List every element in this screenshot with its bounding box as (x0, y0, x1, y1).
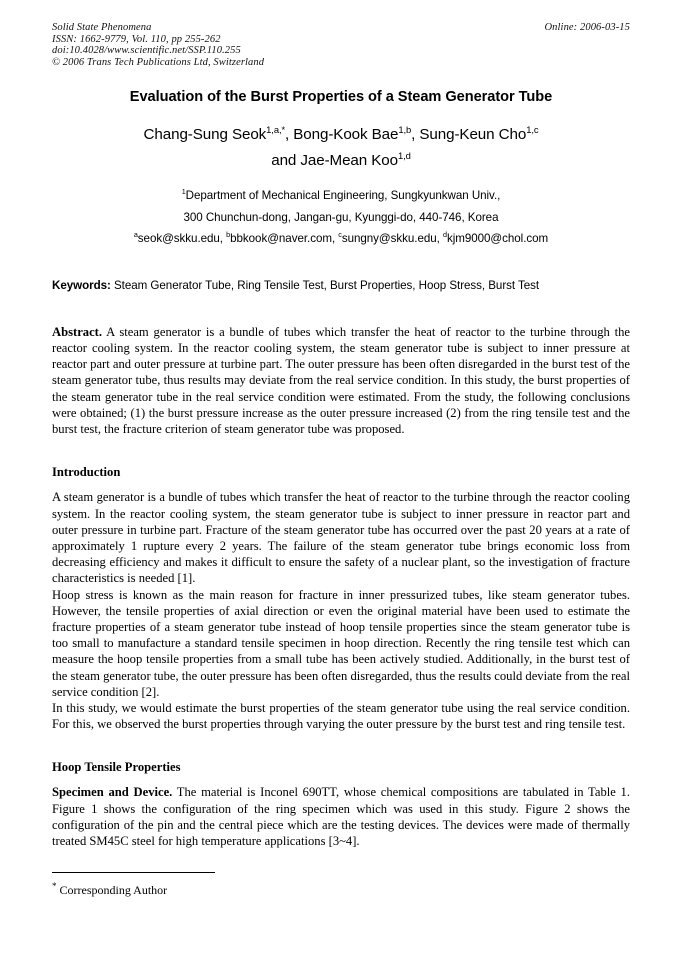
author-name-1: Chang-Sung Seok (143, 126, 267, 144)
email-marker-c: c (338, 230, 342, 240)
section-heading-introduction: Introduction (52, 465, 121, 480)
journal-header-top-row (52, 22, 630, 34)
author-affil-marker-2: 1,b (398, 124, 412, 136)
footnote-label: Corresponding Author (56, 883, 168, 897)
abstract-body: A steam generator is a bundle of tubes which transfer the heat of reactor to the turbine through the reactor cooling system. In the reactor cooling system, the steam generator tube is subject to inner pressure at reactor part and outer pressure at turbine part. The outer pressure has been often disregarded in the burst test of the steam generator tube, thus results may deviate from the real service condition. In this study, the burst properties of the steam generator tube in the real service condition were estimated. From the study, the following conclusions were obtained; (1) the burst pressure increase as the outer pressure increased (2) from the ring tensile test and the burst test, the fracture criterion of steam generator tube was proposed. (52, 324, 630, 437)
journal-header (52, 22, 630, 68)
journal-doi-line: doi:10.4028/www.scientific.net/SSP.110.255 (52, 45, 241, 57)
author-affil-marker-4: 1,d (397, 150, 411, 162)
author-list (52, 122, 630, 174)
journal-online-date: Online: 2006-03-15 (544, 22, 630, 33)
author-name-3: Sung-Keun Cho (419, 126, 527, 144)
email-marker-d: d (443, 230, 447, 240)
author-name-2: Bong-Kook Bae (293, 126, 399, 144)
journal-copyright-line: © 2006 Trans Tech Publications Ltd, Switzerland (52, 56, 265, 68)
footnote-divider (52, 872, 215, 873)
email-d: kjm9000@chol.com (446, 232, 549, 246)
specimen-and-device-body: The material is Inconel 690TT, whose chemical compositions are tabulated in Table 1. Figure 1 shows the configuration of the ring specimen which was used in this study. Figure 2 shows the configuration of the pin and the central piece which are the testing devices. The devices were made of thermally treated SM45C steel for high temperature applications [3~4]. (52, 785, 630, 848)
footnote-marker: * (52, 881, 57, 891)
author-line-2 (52, 148, 630, 174)
footnote-block (52, 872, 630, 897)
affiliation-marker-1: 1 (181, 187, 186, 197)
keywords-value: Steam Generator Tube, Ring Tensile Test, Burst Properties, Hoop Stress, Burst Test (110, 278, 540, 292)
affiliation-block (52, 185, 630, 250)
affiliation-department-text: Department of Mechanical Engineering, Sungkyunkwan Univ., (185, 189, 501, 203)
keywords-line (52, 278, 630, 293)
affiliation-department (52, 185, 630, 207)
keywords-label: Keywords: (52, 278, 111, 292)
author-affil-marker-3: 1,c (526, 124, 539, 136)
abstract-paragraph (52, 324, 630, 437)
footnote-corresponding-author (52, 883, 630, 897)
author-affil-marker-1: 1,a,* (266, 124, 286, 136)
journal-name: Solid State Phenomena (52, 22, 152, 33)
journal-issn-line: ISSN: 1662-9779, Vol. 110, pp 255-262 (52, 33, 221, 45)
email-a: seok@skku.edu, (137, 232, 227, 246)
page-title: Evaluation of the Burst Properties of a Steam Generator Tube (129, 89, 553, 106)
email-c: sungny@skku.edu, (341, 232, 443, 246)
section-heading-hoop-tensile-properties: Hoop Tensile Properties (52, 760, 181, 775)
affiliation-emails (52, 228, 630, 250)
email-b: bbkook@naver.com, (230, 232, 339, 246)
email-marker-a: a (133, 230, 138, 240)
specimen-and-device-subhead: Specimen and Device. (52, 785, 173, 800)
email-marker-b: b (226, 230, 231, 240)
intro-paragraph-3: In this study, we would estimate the burst properties of the steam generator tube using the real service condition. For this, we observed the burst properties through varying the outer pressure by the burst test and ring tensile test. (52, 700, 630, 732)
intro-paragraph-1: A steam generator is a bundle of tubes which transfer the heat of reactor to the turbine through the reactor cooling system. In the reactor cooling system, the steam generator tube is subject to inner pressure in reactor part and outer pressure in turbine part. Fracture of the steam generator tube has occurred over the past 20 years at a rate of approximately 1 rupture every 2 years. The failure of the steam generator tube brings economic loss from decreasing efficiency and makes it difficult to ensure the safety of a nuclear plant, so the investigation of fracture characteristics is needed [1]. (52, 490, 630, 586)
author-separator-2: , (411, 126, 420, 144)
intro-paragraph-2: Hoop stress is known as the main reason for fracture in inner pressurized tubes, like steam generator tubes. However, the tensile properties of axial direction or even the original material have been used to estimate the fracture properties of a steam generator tube instead of hoop tensile properties since the steam generator tube is too small to manufacture a standard tensile specimen in hoop direction. Recently the ring tensile test which can measure the hoop tensile properties from a small tube has been actively studied. Additionally, in the burst test of the steam generator tube, the outer pressure has been often disregarded, thus the results could deviate from the real service condition [2]. (52, 587, 630, 699)
author-line2-prefix: and (271, 152, 301, 170)
page-content (52, 22, 630, 849)
author-name-4: Jae-Mean Koo (300, 152, 398, 170)
specimen-and-device-paragraph (52, 784, 630, 849)
abstract-label: Abstract. (52, 324, 103, 339)
affiliation-address: 300 Chunchun-dong, Jangan-gu, Kyunggi-do, 440-746, Korea (183, 210, 499, 224)
author-separator-1: , (285, 126, 294, 144)
